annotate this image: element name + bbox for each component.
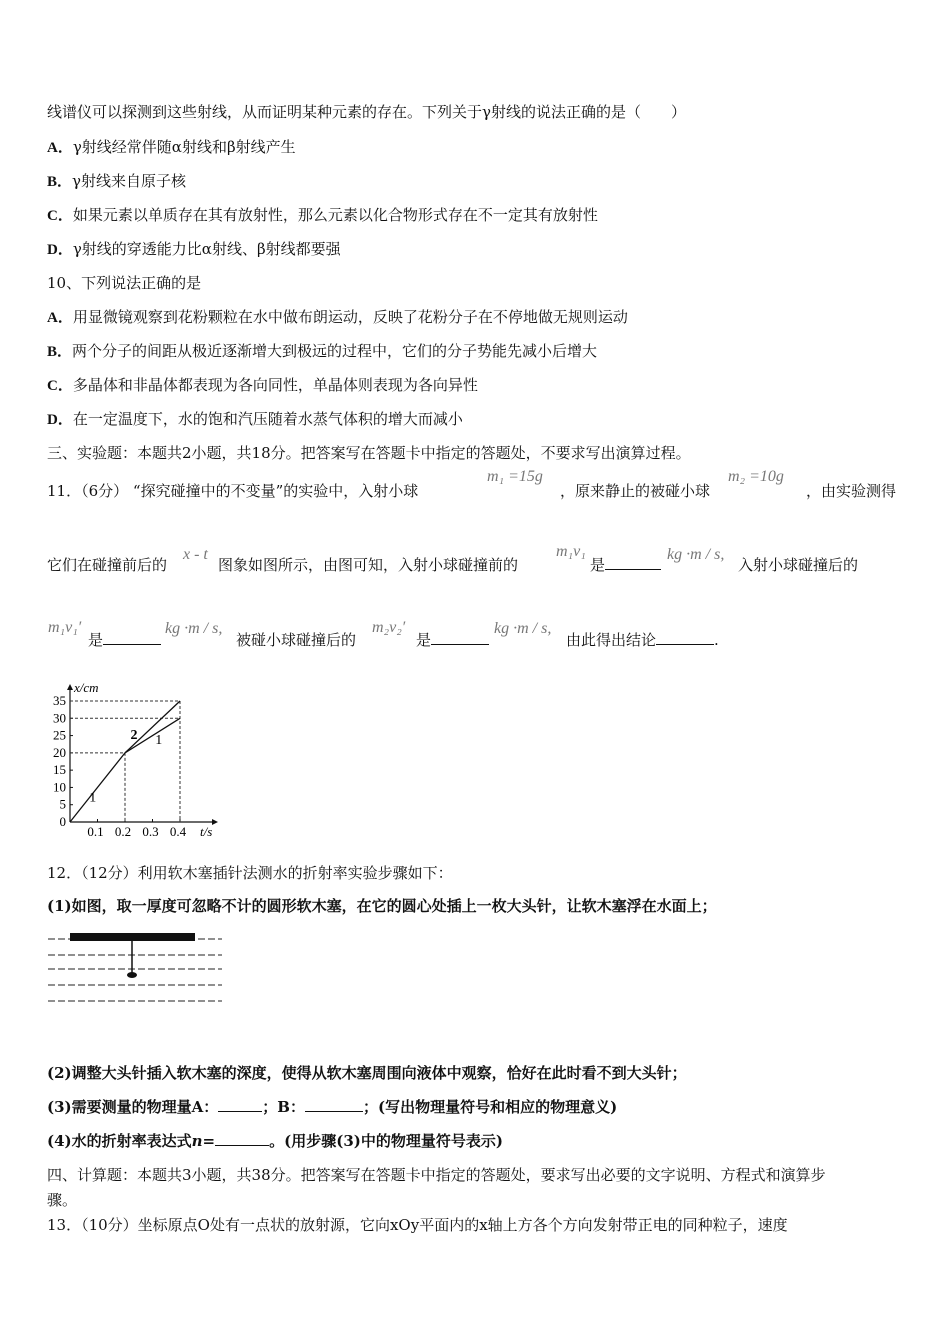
option-letter: B． bbox=[47, 174, 73, 190]
cork bbox=[70, 933, 195, 941]
answer-blank-n[interactable] bbox=[215, 1131, 269, 1146]
y-tick-label: 35 bbox=[53, 693, 66, 708]
q11-m1-formula: m₁ =15g bbox=[487, 468, 543, 485]
q11-unit-1: kg ·m / s, bbox=[667, 546, 725, 563]
option-letter: D． bbox=[47, 242, 73, 258]
q11-text-1: 11．（6分） “探究碰撞中的不变量”的实验中，入射小球 bbox=[47, 482, 419, 500]
section-3-heading: 三、实验题：本题共2小题，共18分。把答案写在答题卡中指定的答题处，不要求写出演算过程。 bbox=[47, 444, 691, 462]
y-tick-label: 20 bbox=[53, 744, 66, 760]
option-text: 如果元素以单质存在其有放射性，那么元素以化合物形式存在不一定其有放射性 bbox=[72, 206, 598, 224]
option-letter: B． bbox=[47, 344, 73, 360]
answer-blank-2[interactable] bbox=[103, 630, 161, 645]
q11-is-label-2 bbox=[88, 629, 161, 650]
q11-line3-text-b: 被碰小球碰撞后的 bbox=[236, 631, 357, 649]
q11-line3-text-c bbox=[566, 629, 719, 650]
section-4-heading: 四、计算题：本题共3小题，共38分。把答案写在答题卡中指定的答题处，要求写出必要的文字说明、方程式和演算步 bbox=[47, 1166, 826, 1184]
x-tick-label: 0.4 bbox=[169, 824, 187, 839]
y-axis-label: x/cm bbox=[74, 680, 99, 695]
q11-m2v2-prime-formula: m₂v₂′ bbox=[372, 619, 406, 636]
q10-option-a bbox=[47, 306, 628, 327]
xt-graph bbox=[40, 680, 220, 840]
option-text: γ射线来自原子核 bbox=[72, 172, 186, 190]
q11-m1v1-formula: m₁v₁ bbox=[556, 543, 586, 560]
pin-head bbox=[127, 972, 137, 978]
option-letter: C． bbox=[47, 208, 73, 224]
q12-step-1: (1)如图，取一厚度可忽略不计的圆形软木塞，在它的圆心处插上一枚大头针，让软木塞浮在水面上； bbox=[47, 897, 717, 915]
option-text: 两个分子的间距从极近逐渐增大到极远的过程中，它们的分子势能先减小后增大 bbox=[72, 342, 598, 360]
x-tick-label: 0.1 bbox=[87, 824, 104, 839]
line-label-3: 1 bbox=[155, 733, 163, 749]
option-letter: A． bbox=[47, 310, 73, 326]
option-text: 用显微镜观察到花粉颗粒在水中做布朗运动，反映了花粉分子在不停地做无规则运动 bbox=[72, 308, 628, 326]
is-text: 是 bbox=[416, 631, 432, 649]
is-text: 是 bbox=[590, 556, 606, 574]
q12-stem: 12．（12分）利用软木塞插针法测水的折射率实验步骤如下： bbox=[47, 864, 453, 882]
cork-diagram bbox=[46, 928, 226, 1008]
answer-blank-4[interactable] bbox=[656, 630, 714, 645]
answer-blank-a[interactable] bbox=[218, 1097, 262, 1112]
y-tick-label: 0 bbox=[59, 814, 66, 829]
water-lines bbox=[48, 939, 222, 1001]
period: . bbox=[714, 631, 719, 649]
y-tick-label: 25 bbox=[53, 727, 66, 743]
y-tick-label: 5 bbox=[59, 796, 66, 812]
option-letter: D． bbox=[47, 412, 73, 428]
option-text: γ射线经常伴随α射线和β射线产生 bbox=[72, 138, 296, 156]
q11-xt-formula: x - t bbox=[183, 546, 208, 563]
answer-blank-3[interactable] bbox=[431, 630, 489, 645]
q10-option-c bbox=[47, 374, 478, 395]
y-tick-label: 30 bbox=[53, 710, 66, 726]
conclusion-text: 由此得出结论 bbox=[566, 631, 657, 649]
step3-text-c: ；(写出物理量符号和相应的物理意义) bbox=[362, 1098, 618, 1116]
q12-step-4 bbox=[47, 1130, 503, 1151]
q11-unit-2: kg ·m / s, bbox=[165, 620, 223, 637]
q9-option-c bbox=[47, 204, 598, 225]
answer-blank-1[interactable] bbox=[605, 555, 661, 570]
q12-step-2: (2)调整大头针插入软木塞的深度，使得从软木塞周围向液体中观察，恰好在此时看不到大头针； bbox=[47, 1064, 687, 1082]
y-axis-arrow bbox=[67, 684, 73, 690]
q10-stem: 10、下列说法正确的是 bbox=[47, 274, 202, 292]
equals: = bbox=[202, 1132, 216, 1150]
option-text: 在一定温度下，水的饱和汽压随着水蒸气体积的增大而减小 bbox=[72, 410, 463, 428]
q11-is-label-3 bbox=[416, 629, 489, 650]
q11-m2-formula: m₂ =10g bbox=[728, 468, 784, 485]
series-line-1 bbox=[70, 753, 125, 822]
y-tick-label: 15 bbox=[53, 762, 66, 778]
option-text: γ射线的穿透能力比α射线、β射线都要强 bbox=[72, 240, 341, 258]
option-letter: C． bbox=[47, 378, 73, 394]
line-label-1: 1 bbox=[89, 790, 97, 806]
x-axis-arrow bbox=[212, 819, 218, 825]
q11-text-2: ，原来静止的被碰小球 bbox=[560, 482, 711, 500]
option-letter: A． bbox=[47, 140, 73, 156]
q11-is-label bbox=[590, 554, 661, 575]
y-tick-label: 10 bbox=[53, 779, 66, 795]
x-tick-label: 0.2 bbox=[114, 824, 132, 839]
x-axis-label: t/s bbox=[200, 824, 213, 839]
step3-text-b: ；B： bbox=[262, 1098, 305, 1116]
q9-option-d bbox=[47, 238, 341, 259]
step4-text-c: 。(用步骤(3)中的物理量符号表示) bbox=[269, 1132, 503, 1150]
is-text: 是 bbox=[88, 631, 104, 649]
line-label-2: 2 bbox=[130, 728, 138, 744]
q11-line2-text-a: 它们在碰撞前后的 bbox=[47, 556, 168, 574]
option-text: 多晶体和非晶体都表现为各向同性，单晶体则表现为各向异性 bbox=[72, 376, 478, 394]
q9-option-a bbox=[47, 136, 296, 157]
q11-line2-text-c: 入射小球碰撞后的 bbox=[738, 556, 859, 574]
q10-option-d bbox=[47, 408, 463, 429]
q11-unit-3: kg ·m / s, bbox=[494, 620, 552, 637]
q11-line2-text-b: 图象如图所示，由图可知，入射小球碰撞前的 bbox=[218, 556, 519, 574]
step4-text-a: (4)水的折射率表达式 bbox=[47, 1132, 192, 1150]
q13-stem: 13．（10分）坐标原点O处有一点状的放射源，它向xOy平面内的x轴上方各个方向发射带正电的同种粒子，速度 bbox=[47, 1216, 788, 1234]
series-line-2 bbox=[125, 701, 180, 753]
q11-m1v1-prime-formula: m₁v₁′ bbox=[48, 619, 82, 636]
x-tick-label: 0.3 bbox=[142, 824, 159, 839]
q12-step-3 bbox=[47, 1096, 617, 1117]
q9-stem-tail: 线谱仪可以探测到这些射线，从而证明某种元素的存在。下列关于γ射线的说法正确的是（ ） bbox=[47, 103, 686, 121]
answer-blank-b[interactable] bbox=[305, 1097, 363, 1112]
q11-text-3: ，由实验测得 bbox=[806, 482, 897, 500]
step3-text-a: (3)需要测量的物理量A： bbox=[47, 1098, 219, 1116]
n-symbol: n bbox=[191, 1132, 203, 1150]
q9-option-b bbox=[47, 170, 186, 191]
q10-option-b bbox=[47, 340, 597, 361]
section-4-heading-cont: 骤。 bbox=[47, 1191, 78, 1209]
